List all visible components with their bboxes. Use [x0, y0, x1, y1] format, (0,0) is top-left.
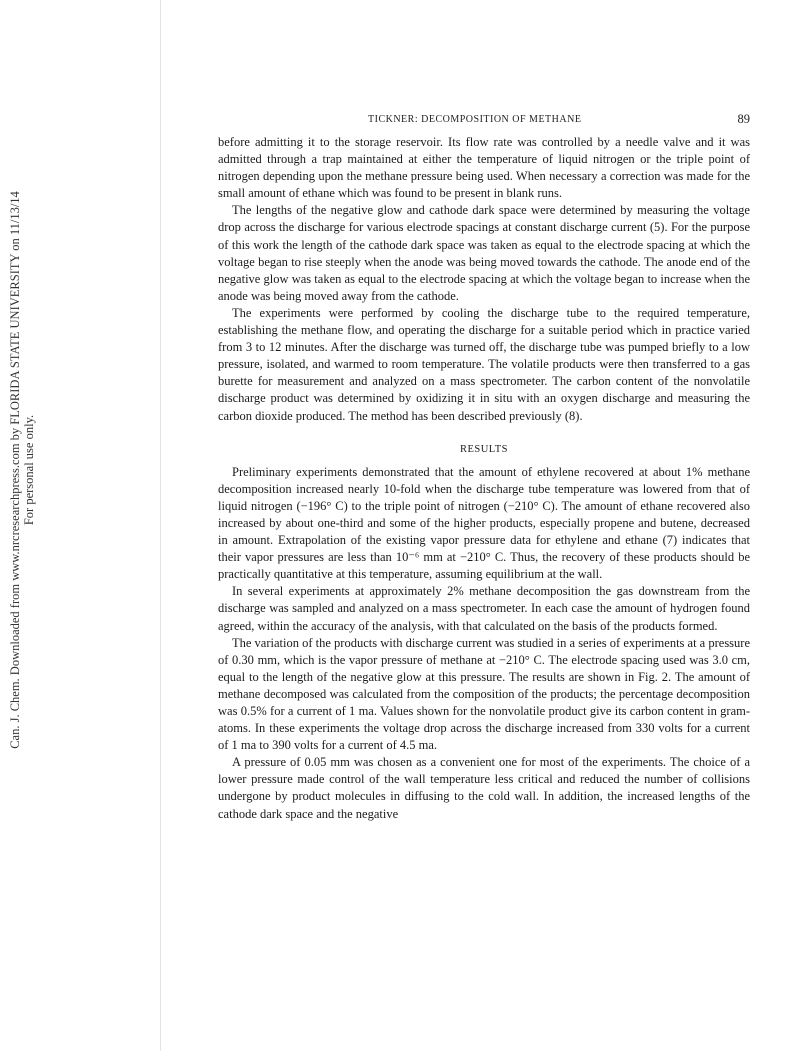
page-number: 89 [737, 112, 750, 126]
download-side-note [0, 0, 44, 1051]
side-note-line-2: For personal use only. [22, 414, 36, 526]
section-heading-results: RESULTS [459, 443, 509, 455]
paragraph: before admitting it to the storage reservoir. Its flow rate was controlled by a needle valve and it was admitted through a trap maintained at either the temperature of liquid nitrogen or the triple point of nitrogen depending upon the methane pressure being used. When necessary a correction was made for the small amount of ethane which was found to be present in blank runs. [218, 135, 750, 201]
paragraph: The lengths of the negative glow and cathode dark space were determined by measuring the voltage drop across the discharge for various electrode spacings at constant discharge current (5). For the purpose of this work the length of the cathode dark space was taken as equal to the electrode spacing at which the voltage began to rise steeply when the anode was being moved towards the cathode. The anode end of the negative glow was taken as equal to the electrode spacing at which the voltage began to increase when the anode was being moved away from the cathode. [218, 203, 750, 303]
paragraph: The experiments were performed by cooling the discharge tube to the required temperature, establishing the methane flow, and operating the discharge for a suitable period which in practice varied from 3 to 12 minutes. After the discharge was turned off, the discharge tube was pumped briefly to a low pressure, isolated, and warmed to room temperature. The volatile products were then transferred to a gas burette for measurement and analyzed on a mass spectrometer. The carbon content of the nonvolatile discharge product was determined by oxidizing it in situ with an oxygen discharge and measuring the carbon dioxide produced. The method has been described previously (8). [218, 305, 750, 423]
paragraph: In several experiments at approximately 2% methane decomposition the gas downstream from the discharge was sampled and analyzed on a mass spectrometer. In each case the amount of hydrogen found agreed, within the accuracy of the analysis, with that calculated on the basis of the products formed. [218, 584, 750, 633]
paragraph: Preliminary experiments demonstrated that the amount of ethylene recovered at about 1% methane decomposition increased nearly 10-fold when the discharge tube temperature was lowered from that of liquid nitrogen (−196° C) to the triple point of nitrogen (−210° C). The amount of ethane recovered also increased by about one-third and some of the higher products, especially propene and butene, decreased in amount. Extrapolation of the existing vapor pressure data for ethylene and ethane (7) indicates that their vapor pressures are less than 10⁻⁶ mm at −210° C. Thus, the recovery of these products should be practically quantitative at this temperature, assuming equilibrium at the wall. [218, 464, 750, 582]
page-gutter-line [160, 0, 161, 1051]
article-body [218, 134, 750, 823]
side-note-text [8, 191, 36, 749]
side-note-line-1: Can. J. Chem. Downloaded from www.nrcresearchpress.com by FLORIDA STATE UNIVERSITY on 11/13/14 [8, 191, 22, 749]
paragraph: A pressure of 0.05 mm was chosen as a convenient one for most of the experiments. The choice of a lower pressure made control of the wall temperature less critical and reduced the number of collisions undergone by product molecules in diffusing to the cold wall. In addition, the increased lengths of the cathode dark space and the negative [218, 755, 750, 821]
running-title: TICKNER: DECOMPOSITION OF METHANE [368, 114, 582, 125]
paragraph: The variation of the products with discharge current was studied in a series of experiments at a pressure of 0.30 mm, which is the vapor pressure of methane at −210° C. The electrode spacing used was 3.0 cm, equal to the length of the negative glow at this pressure. The results are shown in Fig. 2. The amount of methane decomposed was calculated from the composition of the products; the percentage decomposition was 0.5% for a current of 1 ma. Values shown for the nonvolatile product give its carbon content in gram-atoms. In these experiments the voltage drop across the discharge increased from 330 volts for a current of 1 ma to 390 volts for a current of 4.5 ma. [218, 635, 751, 753]
